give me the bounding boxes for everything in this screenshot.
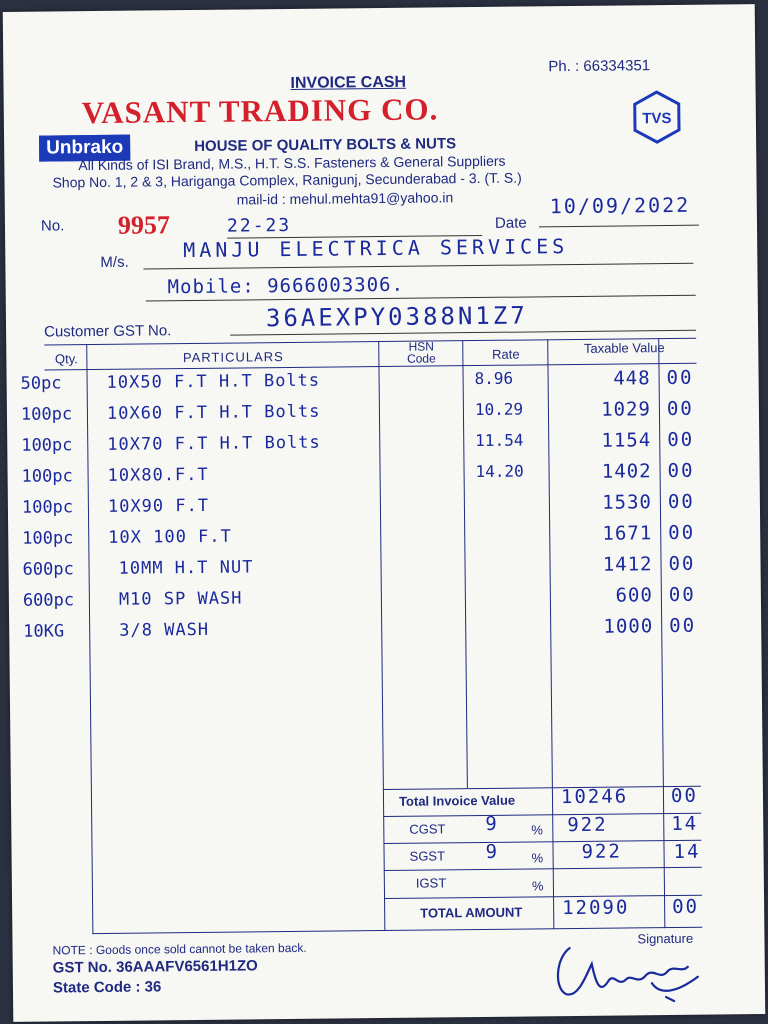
row-amount-rs: 1029 [601, 398, 652, 421]
cgst-rs: 922 [567, 813, 608, 837]
row-amount-rs: 1530 [602, 491, 653, 514]
row-amount-rs: 1402 [601, 460, 652, 483]
row-qty: 600pc [22, 590, 75, 611]
row-amount-ps: 00 [667, 490, 695, 514]
row-amount-ps: 00 [669, 614, 697, 638]
customer-mobile: Mobile: 9666003306. [167, 273, 405, 299]
email: mail-id : mehul.mehta91@yahoo.in [236, 189, 454, 208]
row-qty: 100pc [20, 404, 73, 425]
col-rate: Rate [492, 346, 520, 362]
row-particulars: 10X50 F.T H.T Bolts [106, 370, 321, 393]
seller-gst: GST No. 36AAAFV6561H1ZO [52, 957, 258, 977]
total-rs: 12090 [562, 896, 630, 920]
brand-badge: Unbrako [39, 135, 130, 162]
row-qty: 10KG [23, 621, 65, 642]
ms-label: M/s. [100, 253, 129, 271]
total-label: TOTAL AMOUNT [420, 904, 523, 921]
igst-label: IGST [415, 875, 447, 891]
sgst-label: SGST [409, 848, 446, 864]
col-taxable: Taxable Value [583, 340, 665, 356]
invoice-date: 10/09/2022 [549, 192, 691, 219]
row-rate: 14.20 [475, 461, 524, 482]
row-qty: 100pc [21, 435, 73, 456]
row-particulars: 10X70 F.T H.T Bolts [107, 432, 321, 455]
date-label: Date [494, 214, 527, 232]
no-label: No. [40, 217, 65, 235]
tagline: HOUSE OF QUALITY BOLTS & NUTS [194, 135, 457, 155]
customer-gst: 36AEXPY0388N1Z7 [265, 301, 528, 333]
invoice-type: INVOICE CASH [290, 73, 407, 92]
row-qty: 100pc [21, 466, 73, 487]
sgst-percent: % [531, 850, 544, 866]
row-particulars: 10X 100 F.T [108, 526, 232, 548]
financial-year: 22-23 [226, 214, 292, 237]
row-amount-ps: 00 [667, 428, 695, 452]
cgst-label: CGST [409, 821, 446, 837]
invoice-number: 9957 [117, 210, 171, 240]
row-rate: 10.29 [474, 399, 524, 420]
sgst-rs: 922 [581, 840, 623, 863]
phone-number: Ph. : 66334351 [548, 57, 651, 76]
logo-text: TVS [642, 109, 672, 128]
sgst-rate: 9 [485, 840, 500, 863]
row-amount-rs: 1000 [603, 615, 654, 638]
tiv-rs: 10246 [560, 785, 629, 809]
cgst-ps: 14 [671, 812, 699, 836]
signature-scribble [547, 935, 708, 1007]
shop-address: Shop No. 1, 2 & 3, Hariganga Complex, Ranigunj, Secunderabad - 3. (T. S.) [52, 169, 522, 191]
tvs-logo [630, 90, 685, 145]
row-amount-ps: 00 [667, 459, 695, 483]
row-amount-ps: 00 [666, 366, 694, 390]
footer-note: NOTE : Goods once sold cannot be taken back. [52, 940, 307, 958]
supplier-kinds: All Kinds of ISI Brand, M.S., H.T. S.S. Fasteners & General Suppliers [78, 152, 506, 174]
row-particulars: M10 SP WASH [118, 588, 243, 610]
invoice-paper [3, 4, 766, 1022]
row-particulars: 10MM H.T NUT [118, 557, 254, 579]
row-amount-ps: 00 [666, 397, 694, 421]
cgst-percent: % [531, 822, 543, 838]
tiv-ps: 00 [670, 784, 698, 808]
row-qty: 600pc [22, 559, 74, 580]
row-rate: 11.54 [475, 430, 524, 451]
row-amount-rs: 448 [613, 367, 651, 390]
row-amount-rs: 600 [615, 584, 653, 607]
col-hsn: HSN Code [406, 339, 436, 366]
customer-name: MANJU ELECTRICA SERVICES [183, 234, 569, 263]
row-amount-rs: 1671 [602, 522, 653, 545]
row-amount-rs: 1154 [601, 429, 652, 452]
cgst-rate: 9 [485, 812, 499, 835]
tiv-label: Total Invoice Value [398, 792, 516, 809]
row-amount-ps: 00 [668, 521, 696, 545]
row-qty: 100pc [22, 528, 74, 549]
sgst-ps: 14 [673, 840, 701, 863]
row-particulars: 3/8 WASH [119, 619, 210, 641]
row-particulars: 10X80.F.T [107, 464, 209, 486]
row-amount-ps: 00 [668, 552, 696, 576]
row-particulars: 10X90 F.T [107, 495, 210, 517]
row-amount-ps: 00 [668, 583, 696, 607]
row-rate: 8.96 [474, 368, 514, 389]
row-qty: 50pc [20, 373, 62, 394]
igst-percent: % [531, 878, 544, 894]
row-amount-rs: 1412 [602, 553, 653, 576]
total-ps: 00 [672, 895, 700, 919]
firm-name: VASANT TRADING CO. [81, 91, 439, 131]
row-qty: 100pc [21, 497, 74, 518]
state-code: State Code : 36 [52, 978, 162, 997]
col-qty: Qty. [54, 351, 78, 367]
row-particulars: 10X60 F.T H.T Bolts [106, 401, 321, 424]
signature-label: Signature [637, 930, 694, 947]
col-particulars: PARTICULARS [182, 349, 284, 366]
customer-gst-label: Customer GST No. [43, 322, 172, 341]
